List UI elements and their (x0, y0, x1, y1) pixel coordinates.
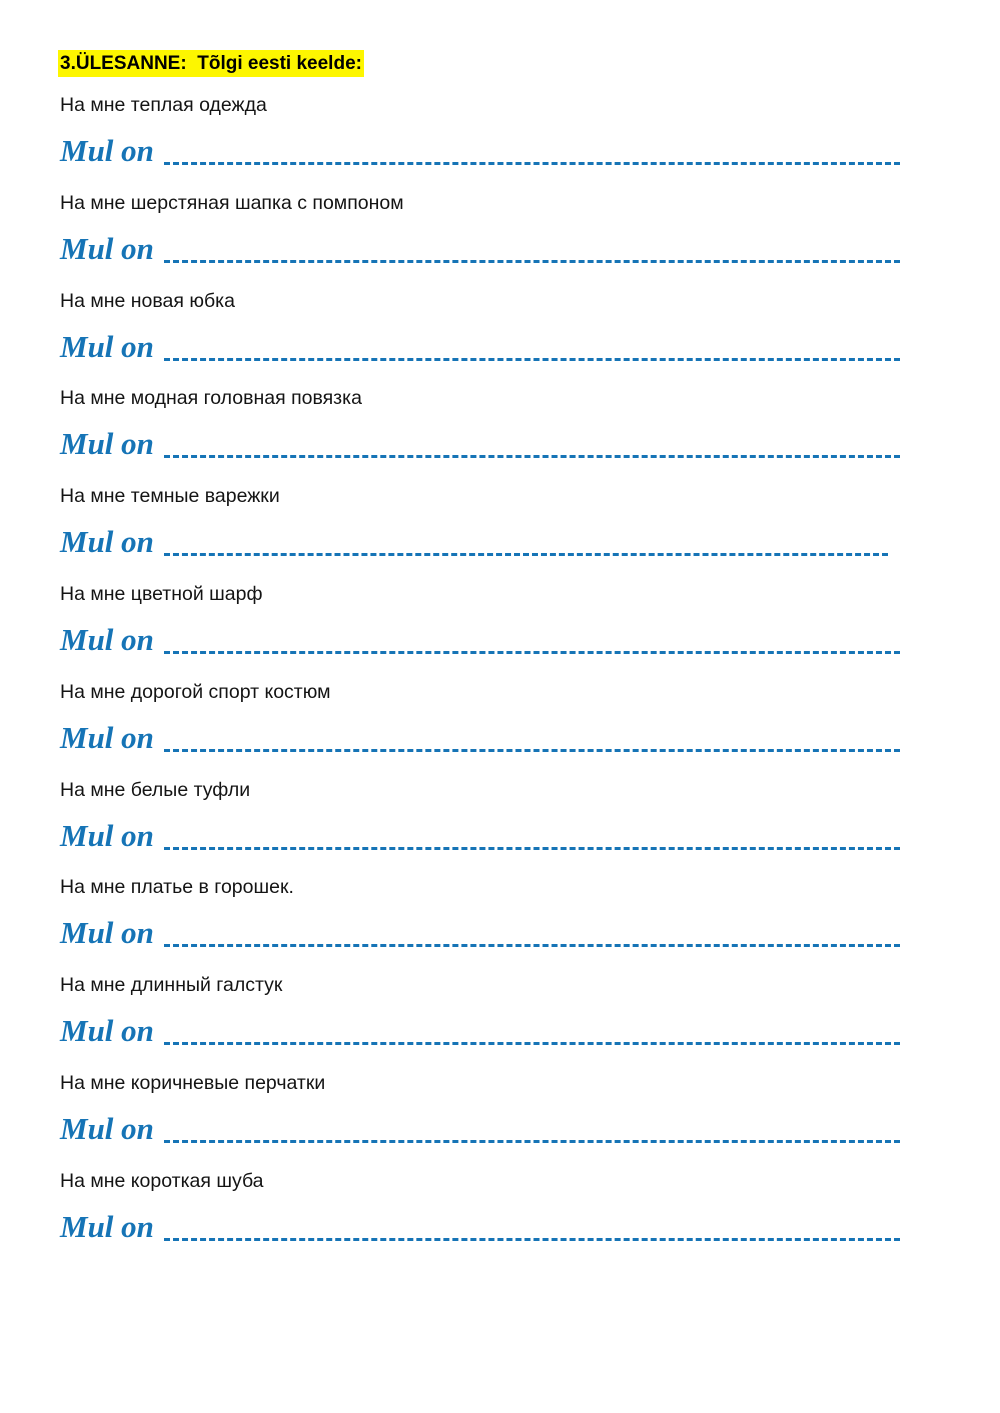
russian-prompt: На мне короткая шуба (60, 1169, 264, 1192)
russian-prompt: На мне цветной шарф (60, 582, 263, 605)
answer-blank-line[interactable] (164, 1042, 900, 1045)
answer-blank-line[interactable] (164, 749, 900, 752)
answer-prefix: Mul on (60, 621, 154, 657)
answer-prefix: Mul on (60, 1110, 154, 1146)
answer-blank-line[interactable] (164, 358, 900, 361)
answer-prefix: Mul on (60, 719, 154, 755)
answer-field[interactable] (60, 230, 900, 270)
russian-prompt: На мне шерстяная шапка с помпоном (60, 191, 404, 214)
answer-blank-line[interactable] (164, 1238, 900, 1241)
exercise-item (0, 870, 1000, 968)
answer-prefix: Mul on (60, 817, 154, 853)
answer-prefix: Mul on (60, 133, 154, 168)
exercise-item (0, 1164, 1000, 1262)
answer-field[interactable] (60, 914, 900, 954)
answer-prefix: Mul on (60, 524, 154, 560)
exercise-item (0, 284, 1000, 382)
exercise-item (0, 577, 1000, 675)
answer-prefix: Mul on (60, 1013, 154, 1049)
russian-prompt: На мне дорогой спорт костюм (60, 680, 331, 703)
russian-prompt: На мне темные варежки (60, 485, 280, 508)
answer-field[interactable] (60, 621, 900, 661)
answer-field[interactable] (60, 817, 900, 857)
exercise-list (0, 88, 1000, 1262)
russian-prompt: На мне длинный галстук (60, 974, 283, 997)
answer-blank-line[interactable] (164, 651, 900, 654)
answer-blank-line[interactable] (164, 162, 900, 165)
russian-prompt: На мне коричневые перчатки (60, 1071, 326, 1094)
answer-blank-line[interactable] (164, 455, 900, 458)
exercise-heading: 3.ÜLESANNE: Tõlgi eesti keelde: (58, 50, 364, 77)
answer-field[interactable] (60, 1012, 900, 1052)
exercise-item (0, 381, 1000, 479)
exercise-item (0, 1066, 1000, 1164)
answer-field[interactable] (60, 523, 900, 563)
exercise-item (0, 773, 1000, 871)
answer-prefix: Mul on (60, 426, 154, 462)
exercise-item (0, 968, 1000, 1066)
answer-blank-line[interactable] (164, 1140, 900, 1143)
answer-prefix: Mul on (60, 1208, 154, 1244)
exercise-item (0, 88, 1000, 186)
answer-field[interactable] (60, 719, 900, 759)
answer-field[interactable] (60, 328, 900, 368)
answer-field[interactable] (60, 1208, 900, 1248)
answer-blank-line[interactable] (164, 847, 900, 850)
russian-prompt: На мне теплая одежда (60, 94, 267, 116)
russian-prompt: На мне белые туфли (60, 778, 251, 801)
answer-prefix: Mul on (60, 230, 154, 266)
answer-blank-line[interactable] (164, 260, 900, 263)
russian-prompt: На мне новая юбка (60, 289, 235, 312)
answer-blank-line[interactable] (164, 944, 900, 947)
exercise-item (0, 479, 1000, 577)
answer-blank-line[interactable] (164, 553, 888, 556)
exercise-item (0, 186, 1000, 284)
answer-prefix: Mul on (60, 915, 154, 951)
russian-prompt: На мне модная головная повязка (60, 387, 362, 410)
answer-field[interactable] (60, 1110, 900, 1150)
exercise-item (0, 675, 1000, 773)
russian-prompt: На мне платье в горошек. (60, 876, 294, 899)
answer-field[interactable] (60, 132, 900, 172)
answer-field[interactable] (60, 425, 900, 465)
answer-prefix: Mul on (60, 328, 154, 364)
